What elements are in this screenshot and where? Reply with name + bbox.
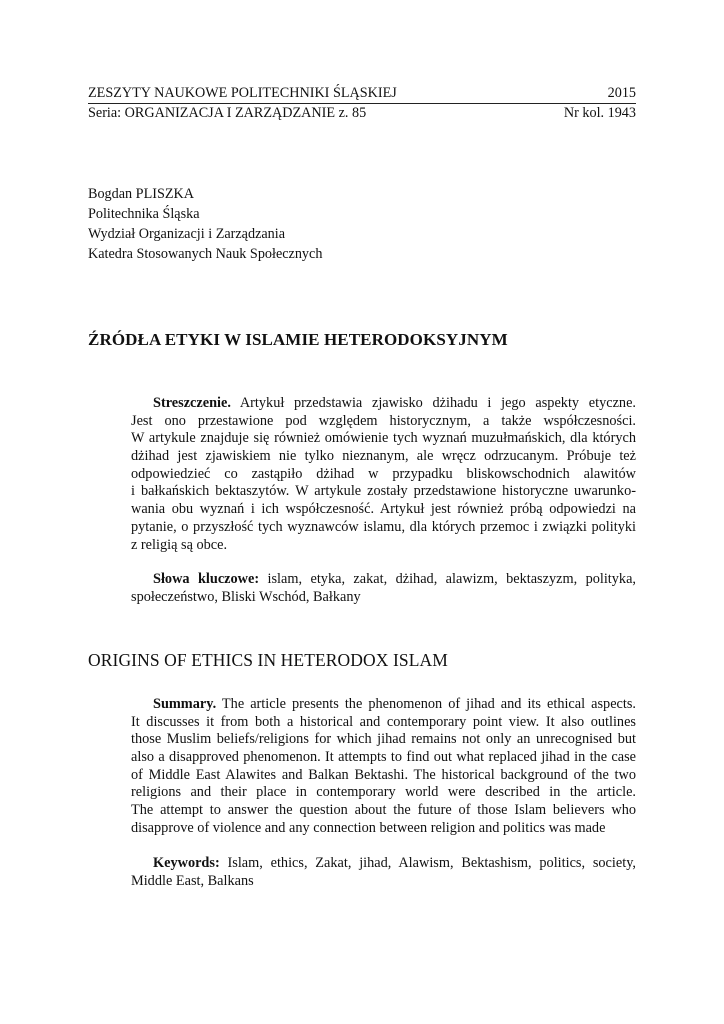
abstract-polish bbox=[131, 395, 636, 554]
abstract-en-line: Summary. The article presents the phenomenon of jihad and its ethical aspects. bbox=[153, 696, 636, 712]
journal-series: Seria: ORGANIZACJA I ZARZĄDZANIE z. 85 bbox=[88, 105, 367, 121]
header-row-series bbox=[88, 104, 636, 122]
abstract-pl-line: odpowiedzieć co zastąpiło dżihad w przypadku bliskowschodnich alawitów bbox=[131, 465, 636, 482]
keywords-pl-line: Słowa kluczowe: islam, etyka, zakat, dżihad, alawizm, bektaszyzm, polityka, bbox=[153, 571, 636, 587]
journal-year: 2015 bbox=[607, 85, 636, 101]
author-faculty: Wydział Organizacji i Zarządzania bbox=[88, 226, 286, 242]
title-polish: ŹRÓDŁA ETYKI W ISLAMIE HETERODOKSYJNYM bbox=[88, 330, 508, 349]
abstract-pl-line: i bałkańskich bektaszytów. W artykule zostały przedstawione historyczne uwarunko- bbox=[131, 483, 636, 500]
abstract-en-line: of Middle East Alawites and Balkan Bektashi. The historical background of the two bbox=[131, 766, 636, 783]
keywords-en-label: Keywords: bbox=[153, 855, 220, 871]
journal-number: Nr kol. 1943 bbox=[563, 105, 636, 121]
abstract-pl-line: z religią są obce. bbox=[131, 536, 228, 553]
abstract-pl-line: pytanie, o przyszłość tych wyznawców islamu, dla których przemoc i związki polityki bbox=[131, 518, 636, 535]
abstract-en-line: disapprove of violence and any connection between religion and politics was made bbox=[131, 819, 606, 836]
abstract-pl-line: Streszczenie. Artykuł przedstawia zjawisko dżihadu i jego aspekty etyczne. bbox=[153, 395, 636, 411]
abstract-pl-line: W artykule znajduje się również omówienie tych wyznań muzułmańskich, dla których bbox=[131, 430, 636, 447]
journal-header bbox=[88, 84, 636, 122]
header-row-journal bbox=[88, 84, 636, 104]
author-department: Katedra Stosowanych Nauk Społecznych bbox=[88, 246, 323, 262]
author-name: Bogdan PLISZKA bbox=[88, 186, 195, 202]
keywords-en-line: Middle East, Balkans bbox=[131, 872, 254, 889]
abstract-english bbox=[131, 696, 636, 838]
abstract-en-line: those Muslim beliefs/religions for which jihad remains not only an unrecognised but bbox=[131, 731, 636, 748]
abstract-en-line: It discusses it from both a historical and contemporary point view. It also outlines bbox=[131, 713, 636, 730]
keywords-polish bbox=[131, 571, 636, 606]
abstract-pl-label: Streszczenie. bbox=[153, 395, 231, 411]
abstract-pl-line: Jest ono przestawione pod względem historycznym, a także współczesności. bbox=[131, 412, 636, 429]
keywords-en-line: Keywords: Islam, ethics, Zakat, jihad, Alawism, Bektashism, politics, society, bbox=[153, 855, 636, 871]
abstract-pl-line: wania obu wyznań i ich współczesność. Artykuł jest również próbą odpowiedzi na bbox=[131, 501, 636, 518]
author-block bbox=[88, 184, 322, 264]
author-university: Politechnika Śląska bbox=[88, 206, 200, 222]
title-english: ORIGINS OF ETHICS IN HETERODOX ISLAM bbox=[88, 650, 448, 670]
keywords-pl-label: Słowa kluczowe: bbox=[153, 571, 260, 587]
abstract-en-line: The attempt to answer the question about the future of those Islam believers who bbox=[131, 802, 636, 819]
keywords-pl-line: społeczeństwo, Bliski Wschód, Bałkany bbox=[131, 588, 361, 605]
journal-name: ZESZYTY NAUKOWE POLITECHNIKI ŚLĄSKIEJ bbox=[88, 85, 397, 101]
abstract-en-line: religions and their place in contemporary world were described in the article. bbox=[131, 784, 636, 801]
abstract-pl-line: dżihad jest zjawiskiem nie tylko nieznanym, ale wręcz odrzucanym. Próbuje też bbox=[131, 448, 636, 465]
abstract-en-line: also a disapproved phenomenon. It attempts to find out what replaced jihad in the case bbox=[131, 749, 636, 766]
abstract-en-label: Summary. bbox=[153, 696, 217, 712]
keywords-english bbox=[131, 855, 636, 890]
